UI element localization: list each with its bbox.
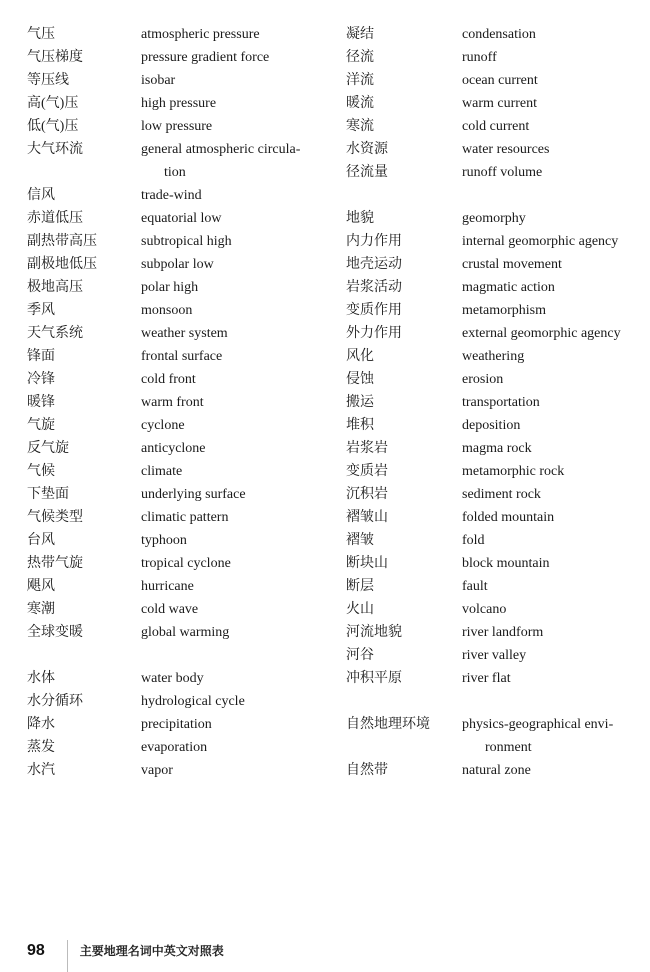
term-en: subpolar low <box>141 257 214 272</box>
term-en: crustal movement <box>462 257 562 272</box>
group-spacer <box>346 690 646 713</box>
term-zh: 等压线 <box>27 73 69 88</box>
term-zh: 极地高压 <box>27 280 83 295</box>
term-en: river landform <box>462 625 544 640</box>
term-zh: 变质岩 <box>346 464 388 479</box>
term-zh: 地貌 <box>346 211 374 226</box>
term-zh: 暖流 <box>346 96 374 111</box>
term-en: subtropical high <box>141 234 232 249</box>
term-en: fold <box>462 533 485 548</box>
term-en: sediment rock <box>462 487 541 502</box>
term-en: magma rock <box>462 441 532 456</box>
glossary-row <box>27 736 327 759</box>
term-en: folded mountain <box>462 510 555 525</box>
term-en: trade-wind <box>141 188 202 203</box>
glossary-row <box>27 598 327 621</box>
glossary-row <box>27 437 327 460</box>
glossary-row <box>346 621 646 644</box>
glossary-row <box>27 69 327 92</box>
term-zh: 河流地貌 <box>346 625 402 640</box>
glossary-group-hydrosphere <box>27 667 327 782</box>
term-en: evaporation <box>141 740 208 755</box>
term-zh: 凝结 <box>346 27 374 42</box>
term-en: polar high <box>141 280 199 295</box>
term-en: low pressure <box>141 119 213 134</box>
term-en: external geomorphic agency <box>462 326 621 341</box>
glossary-group-landform <box>346 207 646 690</box>
term-zh: 蒸发 <box>27 740 55 755</box>
term-en-wrapped <box>141 138 327 184</box>
term-en: anticyclone <box>141 441 206 456</box>
term-zh: 气候类型 <box>27 510 83 525</box>
glossary-row <box>346 322 646 345</box>
term-en-line1: physics-geographical envi- <box>462 717 614 732</box>
term-en: natural zone <box>462 763 531 778</box>
term-zh: 风化 <box>346 349 374 364</box>
term-en: metamorphic rock <box>462 464 565 479</box>
term-en: high pressure <box>141 96 217 111</box>
term-zh: 季风 <box>27 303 55 318</box>
term-en: cold current <box>462 119 530 134</box>
term-en: block mountain <box>462 556 550 571</box>
glossary-row <box>27 391 327 414</box>
glossary-row <box>27 253 327 276</box>
term-zh: 信风 <box>27 188 55 203</box>
glossary-row <box>346 483 646 506</box>
glossary-row <box>346 368 646 391</box>
term-en: deposition <box>462 418 521 433</box>
term-zh: 河谷 <box>346 648 374 663</box>
footer-title: 主要地理名词中英文对照表 <box>79 944 224 958</box>
term-en: hurricane <box>141 579 194 594</box>
glossary-group-water <box>346 23 646 184</box>
glossary-row <box>346 667 646 690</box>
glossary-row <box>27 552 327 575</box>
glossary-row <box>346 713 646 759</box>
term-zh: 台风 <box>27 533 55 548</box>
glossary-row <box>27 184 327 207</box>
term-zh: 暖锋 <box>27 395 55 410</box>
term-zh: 气压梯度 <box>27 50 83 65</box>
group-spacer <box>27 644 327 667</box>
glossary-row <box>27 529 327 552</box>
term-zh: 岩浆岩 <box>346 441 388 456</box>
term-en: volcano <box>462 602 507 617</box>
right-glossary-column <box>346 23 646 782</box>
glossary-row <box>346 23 646 46</box>
term-en: cyclone <box>141 418 185 433</box>
term-zh: 降水 <box>27 717 55 732</box>
term-zh: 冷锋 <box>27 372 55 387</box>
glossary-row <box>346 460 646 483</box>
glossary-row <box>346 161 646 184</box>
term-en: cold wave <box>141 602 199 617</box>
glossary-row <box>27 575 327 598</box>
glossary-row <box>27 207 327 230</box>
glossary-row <box>346 138 646 161</box>
term-en: climate <box>141 464 183 479</box>
glossary-group-environment <box>346 713 646 782</box>
glossary-row <box>27 230 327 253</box>
term-zh: 反气旋 <box>27 441 69 456</box>
glossary-row <box>346 414 646 437</box>
glossary-row <box>346 207 646 230</box>
term-en: erosion <box>462 372 504 387</box>
glossary-row <box>346 230 646 253</box>
glossary-row <box>346 529 646 552</box>
term-zh: 低(气)压 <box>27 119 79 134</box>
term-zh: 水分循环 <box>27 694 83 709</box>
term-zh: 高(气)压 <box>27 96 79 111</box>
glossary-row <box>27 460 327 483</box>
group-spacer <box>346 184 646 207</box>
term-en: equatorial low <box>141 211 222 226</box>
term-en: underlying surface <box>141 487 246 502</box>
term-en: tropical cyclone <box>141 556 231 571</box>
glossary-row <box>346 46 646 69</box>
term-en: metamorphism <box>462 303 546 318</box>
glossary-row <box>346 345 646 368</box>
glossary-row <box>27 115 327 138</box>
glossary-row <box>346 506 646 529</box>
term-en-line2: tion <box>164 165 186 180</box>
term-en-wrapped <box>462 713 646 759</box>
term-zh: 侵蚀 <box>346 372 374 387</box>
term-en: global warming <box>141 625 230 640</box>
term-zh: 大气环流 <box>27 142 83 157</box>
glossary-row <box>27 368 327 391</box>
term-en: cold front <box>141 372 196 387</box>
left-glossary-column <box>27 23 327 782</box>
term-zh: 变质作用 <box>346 303 402 318</box>
term-en: runoff <box>462 50 497 65</box>
glossary-row <box>346 759 646 782</box>
term-en: weather system <box>141 326 228 341</box>
glossary-row <box>27 414 327 437</box>
term-zh: 飓风 <box>27 579 55 594</box>
term-en: frontal surface <box>141 349 223 364</box>
term-en: monsoon <box>141 303 193 318</box>
term-en: runoff volume <box>462 165 543 180</box>
term-zh: 径流量 <box>346 165 388 180</box>
glossary-row <box>27 345 327 368</box>
term-en: condensation <box>462 27 536 42</box>
term-zh: 赤道低压 <box>27 211 83 226</box>
glossary-row <box>346 115 646 138</box>
footer-divider <box>67 940 68 972</box>
glossary-row <box>346 253 646 276</box>
term-zh: 自然地理环境 <box>346 717 430 732</box>
term-zh: 锋面 <box>27 349 55 364</box>
term-en-line1: general atmospheric circula- <box>141 142 301 157</box>
term-en: precipitation <box>141 717 212 732</box>
term-zh: 自然带 <box>346 763 388 778</box>
term-zh: 褶皱山 <box>346 510 388 525</box>
term-zh: 副极地低压 <box>27 257 97 272</box>
term-en: hydrological cycle <box>141 694 245 709</box>
term-en: water body <box>141 671 204 686</box>
term-en: vapor <box>141 763 173 778</box>
term-zh: 气压 <box>27 27 55 42</box>
term-zh: 地壳运动 <box>346 257 402 272</box>
term-en: ocean current <box>462 73 538 88</box>
glossary-row <box>346 299 646 322</box>
term-en: geomorphy <box>462 211 526 226</box>
glossary-row <box>346 437 646 460</box>
page-number: 98 <box>27 942 45 959</box>
term-zh: 寒潮 <box>27 602 55 617</box>
glossary-row <box>346 92 646 115</box>
term-en: typhoon <box>141 533 187 548</box>
term-zh: 气候 <box>27 464 55 479</box>
term-zh: 天气系统 <box>27 326 83 341</box>
term-zh: 岩浆活动 <box>346 280 402 295</box>
term-zh: 断层 <box>346 579 374 594</box>
term-en: weathering <box>462 349 525 364</box>
glossary-group-atmosphere <box>27 23 327 644</box>
term-en: river valley <box>462 648 527 663</box>
term-zh: 内力作用 <box>346 234 402 249</box>
glossary-row <box>27 506 327 529</box>
glossary-row <box>27 759 327 782</box>
term-zh: 堆积 <box>346 418 374 433</box>
term-zh: 火山 <box>346 602 374 617</box>
term-zh: 搬运 <box>346 395 374 410</box>
glossary-row <box>27 92 327 115</box>
term-en: warm front <box>141 395 204 410</box>
term-zh: 水资源 <box>346 142 388 157</box>
glossary-row <box>27 276 327 299</box>
page-footer <box>27 940 224 972</box>
term-zh: 下垫面 <box>27 487 69 502</box>
glossary-row <box>27 299 327 322</box>
term-zh: 褶皱 <box>346 533 374 548</box>
glossary-row <box>346 391 646 414</box>
glossary-row <box>27 23 327 46</box>
glossary-row <box>27 138 327 184</box>
glossary-row <box>346 575 646 598</box>
term-en: isobar <box>141 73 176 88</box>
term-zh: 沉积岩 <box>346 487 388 502</box>
term-zh: 断块山 <box>346 556 388 571</box>
term-en: fault <box>462 579 488 594</box>
term-zh: 冲积平原 <box>346 671 402 686</box>
term-zh: 寒流 <box>346 119 374 134</box>
glossary-row <box>346 69 646 92</box>
term-en: warm current <box>462 96 538 111</box>
glossary-row <box>346 552 646 575</box>
glossary-row <box>27 483 327 506</box>
term-zh: 水体 <box>27 671 55 686</box>
term-zh: 热带气旋 <box>27 556 83 571</box>
term-en: climatic pattern <box>141 510 229 525</box>
glossary-row <box>27 667 327 690</box>
term-zh: 全球变暖 <box>27 625 83 640</box>
term-en: internal geomorphic agency <box>462 234 619 249</box>
glossary-row <box>27 713 327 736</box>
term-zh: 气旋 <box>27 418 55 433</box>
term-en: river flat <box>462 671 511 686</box>
glossary-row <box>27 322 327 345</box>
term-en: transportation <box>462 395 540 410</box>
term-en: atmospheric pressure <box>141 27 260 42</box>
term-en: magmatic action <box>462 280 555 295</box>
term-zh: 副热带高压 <box>27 234 97 249</box>
term-en: pressure gradient force <box>141 50 270 65</box>
glossary-row <box>346 276 646 299</box>
glossary-row <box>346 644 646 667</box>
term-zh: 外力作用 <box>346 326 402 341</box>
term-en-line2: ronment <box>485 740 532 755</box>
term-zh: 水汽 <box>27 763 55 778</box>
term-zh: 径流 <box>346 50 374 65</box>
glossary-row <box>27 46 327 69</box>
term-zh: 洋流 <box>346 73 374 88</box>
glossary-row <box>27 621 327 644</box>
term-en: water resources <box>462 142 550 157</box>
glossary-row <box>27 690 327 713</box>
glossary-row <box>346 598 646 621</box>
